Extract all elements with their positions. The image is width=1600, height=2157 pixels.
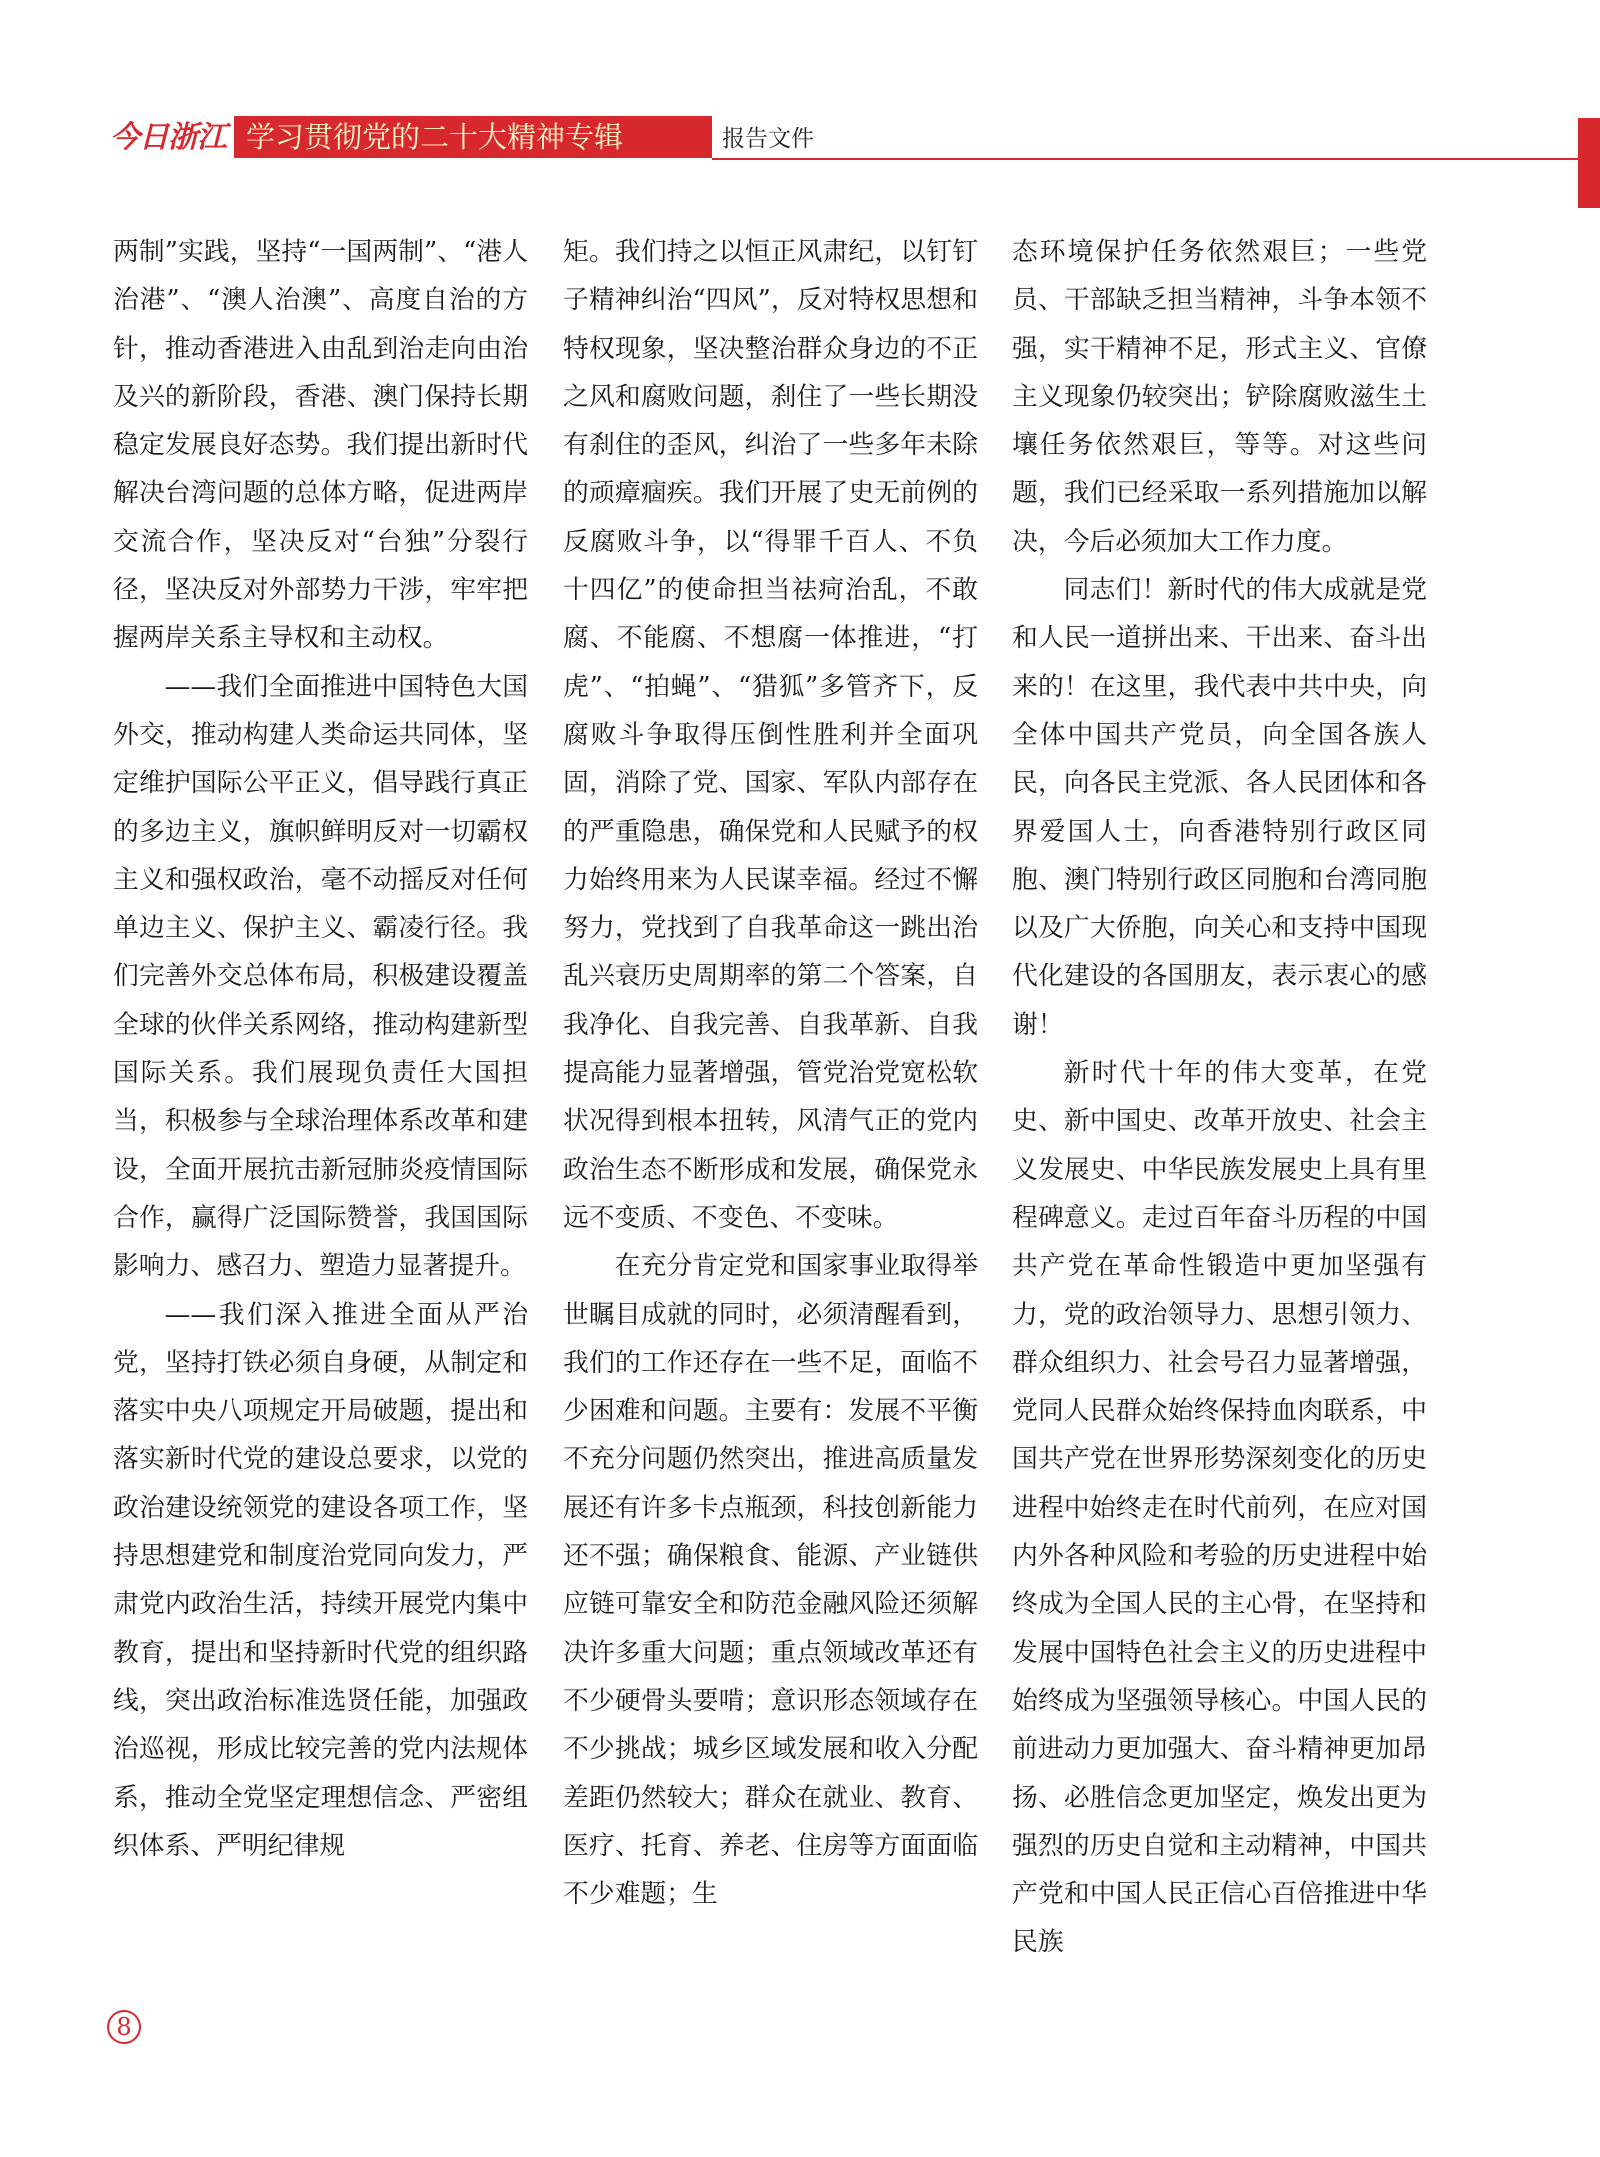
page-number: 8 [107,2010,141,2044]
paragraph: 两制”实践，坚持“一国两制”、“港人治港”、“澳人治澳”、高度自治的方针，推动香港进入由乱到治走向由治及兴的新阶段，香港、澳门保持长期稳定发展良好态势。我们提出新时代解决台湾问题的总体方略，促进两岸交流合作，坚决反对“台独”分裂行径，坚决反对外部势力干涉，牢牢把握两岸关系主导权和主动权。 [113,237,528,654]
paragraph: 同志们！新时代的伟大成就是党和人民一道拼出来、干出来、奋斗出来的！在这里，我代表中共中央，向全体中国共产党员，向全国各族人民，向各民主党派、各人民团体和各界爱国人士，向香港特别行政区同胞、澳门特别行政区同胞和台湾同胞以及广大侨胞，向关心和支持中国现代化建设的各国朋友，表示衷心的感谢！ [1012,575,1427,1040]
page-header [110,116,1600,162]
section-label: 报告文件 [722,126,814,152]
paragraph: 态环境保护任务依然艰巨；一些党员、干部缺乏担当精神，斗争本领不强，实干精神不足，形式主义、官僚主义现象仍较突出；铲除腐败滋生土壤任务依然艰巨，等等。对这些问题，我们已经采取一系列措施加以解决，今后必须加大工作力度。 [1012,237,1427,557]
text-column-1 [113,228,528,1968]
paragraph: 在充分肯定党和国家事业取得举世瞩目成就的同时，必须清醒看到，我们的工作还存在一些不足，面临不少困难和问题。主要有：发展不平衡不充分问题仍然突出，推进高质量发展还有许多卡点瓶颈，科技创新能力还不强；确保粮食、能源、产业链供应链可靠安全和防范金融风险还须解决许多重大问题；重点领域改革还有不少硬骨头要啃；意识形态领域存在不少挑战；城乡区域发展和收入分配差距仍然较大；群众在就业、教育、医疗、托育、养老、住房等方面面临不少难题；生 [563,1251,978,1910]
text-column-3 [1012,228,1427,1968]
paragraph: ——我们深入推进全面从严治党，坚持打铁必须自身硬，从制定和落实中央八项规定开局破题，提出和落实新时代党的建设总要求，以党的政治建设统领党的建设各项工作，坚持思想建党和制度治党同向发力，严肃党内政治生活，持续开展党内集中教育，提出和坚持新时代党的组织路线，突出政治标准选贤任能，加强政治巡视，形成比较完善的党内法规体系，推动全党坚定理想信念、严密组织体系、严明纪律规 [113,1299,528,1861]
paragraph: 新时代十年的伟大变革，在党史、新中国史、改革开放史、社会主义发展史、中华民族发展史上具有里程碑意义。走过百年奋斗历程的中国共产党在革命性锻造中更加坚强有力，党的政治领导力、思想引领力、群众组织力、社会号召力显著增强，党同人民群众始终保持血肉联系，中国共产党在世界形势深刻变化的历史进程中始终走在时代前列，在应对国内外各种风险和考验的历史进程中始终成为全国人民的主心骨，在坚持和发展中国特色社会主义的历史进程中始终成为坚强领导核心。中国人民的前进动力更加强大、奋斗精神更加昂扬、必胜信念更加坚定，焕发出更为强烈的历史自觉和主动精神，中国共产党和中国人民正信心百倍推进中华民族 [1012,1058,1427,1958]
magazine-logo: 今日浙江 [110,120,226,155]
paragraph: 矩。我们持之以恒正风肃纪，以钉钉子精神纠治“四风”，反对特权思想和特权现象，坚决整治群众身边的不正之风和腐败问题，刹住了一些长期没有刹住的歪风，纠治了一些多年未除的顽瘴痼疾。我们开展了史无前例的反腐败斗争，以“得罪千百人、不负十四亿”的使命担当祛疴治乱，不敢腐、不能腐、不想腐一体推进，“打虎”、“拍蝇”、“猎狐”多管齐下，反腐败斗争取得压倒性胜利并全面巩固，消除了党、国家、军队内部存在的严重隐患，确保党和人民赋予的权力始终用来为人民谋幸福。经过不懈努力，党找到了自我革命这一跳出治乱兴衰历史周期率的第二个答案，自我净化、自我完善、自我革新、自我提高能力显著增强，管党治党宽松软状况得到根本扭转，风清气正的党内政治生态不断形成和发展，确保党永远不变质、不变色、不变味。 [563,237,978,1233]
special-issue-banner: 学习贯彻党的二十大精神专辑 [234,116,712,158]
edge-ribbon [1578,118,1600,208]
header-rule [712,158,1600,160]
text-column-2 [563,228,978,1968]
paragraph: ——我们全面推进中国特色大国外交，推动构建人类命运共同体，坚定维护国际公平正义，倡导践行真正的多边主义，旗帜鲜明反对一切霸权主义和强权政治，毫不动摇反对任何单边主义、保护主义、霸凌行径。我们完善外交总体布局，积极建设覆盖全球的伙伴关系网络，推动构建新型国际关系。我们展现负责任大国担当，积极参与全球治理体系改革和建设，全面开展抗击新冠肺炎疫情国际合作，赢得广泛国际赞誉，我国国际影响力、感召力、塑造力显著提升。 [113,671,528,1282]
